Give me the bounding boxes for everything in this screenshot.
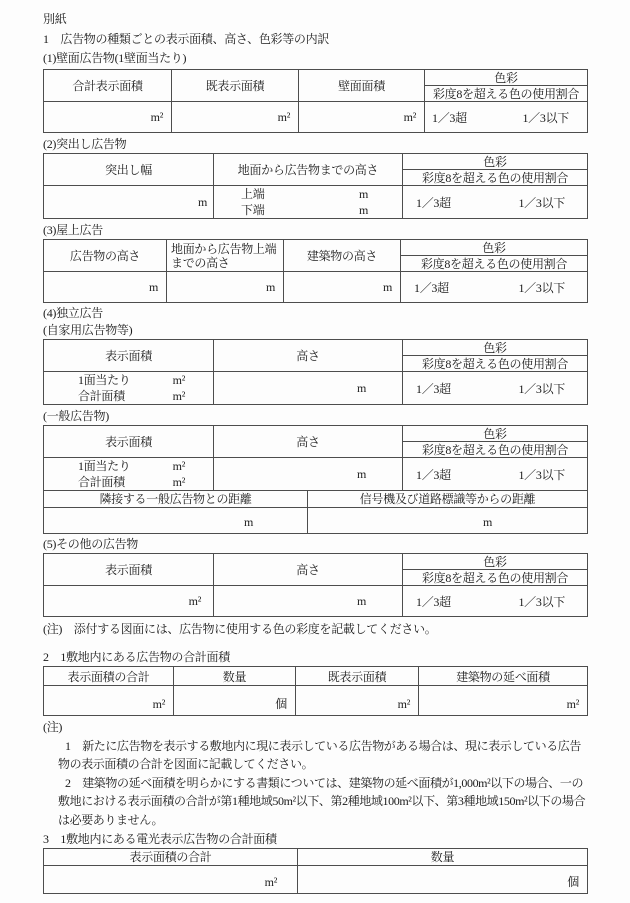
freestanding-ad-caption: (4)独立広告 [43,306,103,320]
site-floor-area-cell: m² [419,686,588,716]
top-edge-unit: m [358,187,368,201]
ratio-under-label: 1／3以下 [518,381,565,396]
ratio-over-label: 1／3超 [414,280,449,295]
header-distance-adjacent: 隣接する一般広告物との距離 [44,491,308,508]
ratio-under-label: 1／3以下 [518,594,565,609]
rooftop-building-height-cell: m [284,272,401,303]
electric-ad-table [43,848,588,894]
header-existing-display-area: 既表示面積 [172,70,299,102]
ratio-over-label: 1／3超 [416,381,451,396]
per-face-unit: m² [172,459,185,473]
distance-signal-cell: m [308,508,588,534]
site-total-area-cell: m² [44,686,174,716]
total-area-label: 合計面積 [78,475,125,489]
doc-title: 別紙 [43,12,67,26]
projection-heights-cell [214,186,403,219]
header-display-area: 表示面積 [44,426,214,458]
ratio-over-label: 1／3超 [432,110,467,125]
header-distance-signal: 信号機及び道路標識等からの距離 [308,491,588,508]
own-use-caption: (自家用広告物等) [43,323,133,337]
own-use-ad-table [43,339,588,405]
ratio-under-label: 1／3以下 [522,110,569,125]
header-ad-height: 広告物の高さ [44,240,167,272]
bottom-edge-unit: m [358,203,368,217]
other-area-cell: m² [44,586,214,617]
header-building-floor-area: 建築物の延べ面積 [419,667,588,686]
rooftop-color-ratio-cell [401,272,588,303]
header-quantity: 数量 [298,849,588,866]
total-area-label: 合計面積 [78,389,125,403]
section2-heading: 2 1敷地内にある広告物の合計面積 [43,650,230,664]
header-height: 高さ [214,426,403,458]
wall-color-ratio-cell [425,102,588,133]
rooftop-ad-caption: (3)屋上広告 [43,223,103,237]
header-color-sub: 彩度8を超える色の使用割合 [403,570,588,586]
header-ground-to-top: 地面から広告物上端までの高さ [167,240,284,272]
rooftop-ad-height-cell: m [44,272,167,303]
total-area-unit: m² [172,389,185,403]
header-color-sub: 彩度8を超える色の使用割合 [401,256,588,272]
rooftop-ground-top-cell: m [167,272,284,303]
header-color: 色彩 [401,240,588,256]
section2-notes [43,718,590,829]
general-height-cell: m [214,458,403,491]
section1-note: (注) 添付する図面には、広告物に使用する色の彩度を記載してください。 [43,622,437,636]
site-total-table [43,666,588,716]
electric-quantity-cell: 個 [298,866,588,894]
top-edge-label: 上端 [241,187,265,201]
other-color-ratio-cell [403,586,588,617]
projection-width-cell: m [44,186,214,219]
general-color-ratio-cell [403,458,588,491]
header-color: 色彩 [403,426,588,442]
general-ad-caption: (一般広告物) [43,409,109,423]
other-height-cell: m [214,586,403,617]
header-color: 色彩 [403,554,588,570]
ratio-over-label: 1／3超 [416,467,451,482]
site-existing-area-cell: m² [296,686,419,716]
note-label: (注) [43,720,63,734]
general-area-cell [44,458,214,491]
own-use-area-cell [44,372,214,405]
per-face-label: 1面当たり [78,373,131,387]
section2-note-2: 2 建築物の延べ面積を明らかにする書類については、建築物の延べ面積が1,000m²以下の場合、一の敷地における表示面積の合計が第1種地域50m²以下、第2種地域100m²以下、第3種地域150m²以下の場合は必要ありません。 [58,775,586,827]
header-building-height: 建築物の高さ [284,240,401,272]
distance-adjacent-cell: m [44,508,308,534]
total-area-unit: m² [172,475,185,489]
header-color: 色彩 [403,154,588,170]
header-color-sub: 彩度8を超える色の使用割合 [403,356,588,372]
header-wall-area: 壁面面積 [299,70,425,102]
own-use-height-cell: m [214,372,403,405]
header-color-sub: 彩度8を超える色の使用割合 [425,86,588,102]
header-total-display-area: 表示面積の合計 [44,849,298,866]
section3-heading: 3 1敷地内にある電光表示広告物の合計面積 [43,832,277,846]
wall-ad-table [43,69,588,133]
header-color: 色彩 [403,340,588,356]
rooftop-ad-table [43,239,588,303]
section1-heading: 1 広告物の種類ごとの表示面積、高さ、色彩等の内訳 [43,32,330,46]
ratio-under-label: 1／3以下 [518,280,565,295]
own-use-color-ratio-cell [403,372,588,405]
general-ad-table [43,425,588,491]
wall-total-area-cell: m² [44,102,172,133]
per-face-label: 1面当たり [78,459,131,473]
ratio-under-label: 1／3以下 [518,467,565,482]
header-total-display-area: 表示面積の合計 [44,667,174,686]
ratio-over-label: 1／3超 [416,195,451,210]
ratio-under-label: 1／3以下 [518,195,565,210]
wall-existing-area-cell: m² [172,102,299,133]
header-display-area: 表示面積 [44,554,214,586]
header-projection-width: 突出し幅 [44,154,214,186]
bottom-edge-label: 下端 [241,203,265,217]
header-color-sub: 彩度8を超える色の使用割合 [403,170,588,186]
section2-note-1: 1 新たに広告物を表示する敷地内に現に表示している広告物がある場合は、現に表示している広告物の表示面積の合計を図面に記載してください。 [58,738,582,771]
header-quantity: 数量 [174,667,296,686]
ratio-over-label: 1／3超 [416,594,451,609]
header-existing-display-area: 既表示面積 [296,667,419,686]
header-display-area: 表示面積 [44,340,214,372]
projecting-ad-table [43,153,588,219]
per-face-unit: m² [172,373,185,387]
header-total-display-area: 合計表示面積 [44,70,172,102]
site-quantity-cell: 個 [174,686,296,716]
header-height-from-ground: 地面から広告物までの高さ [214,154,403,186]
electric-total-area-cell: m² [44,866,298,894]
header-height: 高さ [214,340,403,372]
general-ad-distance-table [43,490,588,534]
header-height: 高さ [214,554,403,586]
other-ad-caption: (5)その他の広告物 [43,537,138,551]
projecting-color-ratio-cell [403,186,588,219]
wall-wall-area-cell: m² [299,102,425,133]
header-color-sub: 彩度8を超える色の使用割合 [403,442,588,458]
wall-ad-caption: (1)壁面広告物(1壁面当たり) [43,51,187,65]
projecting-ad-caption: (2)突出し広告物 [43,137,127,151]
header-color: 色彩 [425,70,588,86]
other-ad-table [43,553,588,617]
